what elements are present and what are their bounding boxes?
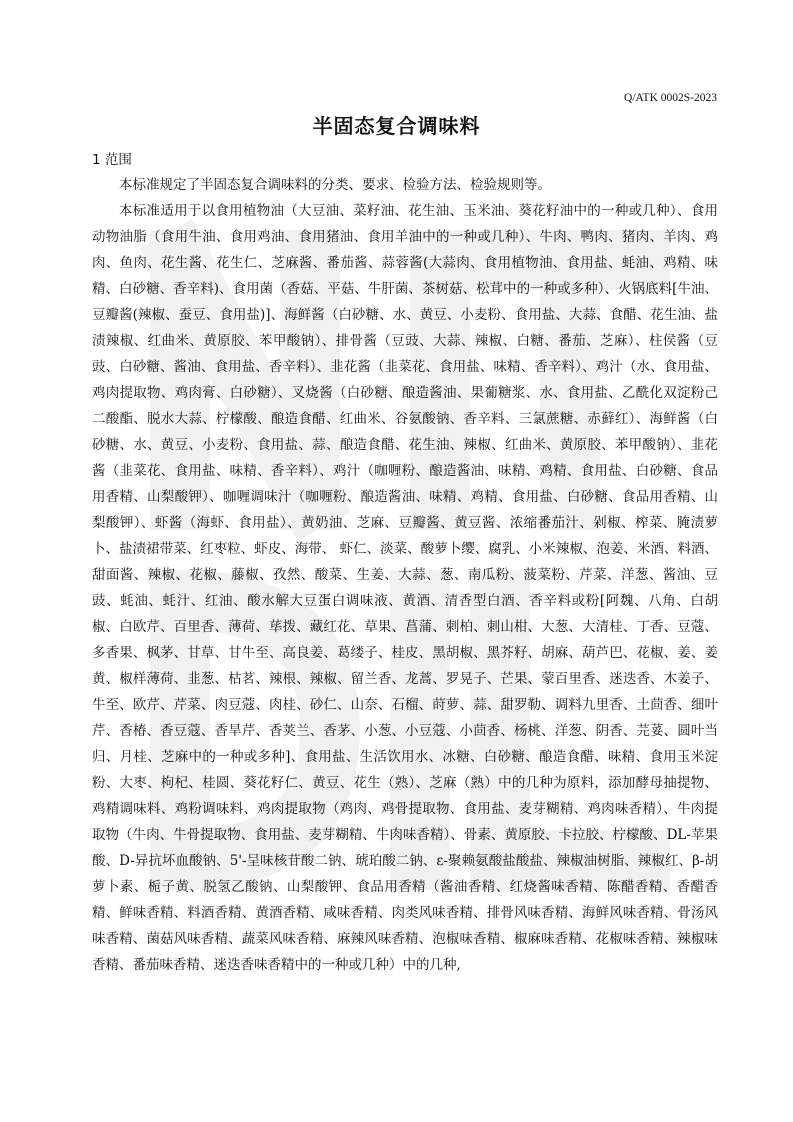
- document-code: Q/ATK 0002S-2023: [624, 92, 717, 104]
- paragraph-scope-ingredients: 本标准适用于以食用植物油（大豆油、菜籽油、花生油、玉米油、葵花籽油中的一种或几种）、食用动物油脂（食用牛油、食用鸡油、食用猪油、食用羊油中的一种或几种）、牛肉、鸭肉、猪肉、羊肉、鸡肉、鱼肉、花生酱、花生仁、芝麻酱、番茄酱、蒜蓉酱(大蒜肉、食用植物油、食用盐、蚝油、鸡精、味精、白砂糖、香辛料)、食用菌（香菇、平菇、牛肝菌、茶树菇、松茸中的一种或多种）、火锅底料[牛油、豆瓣酱(辣椒、蚕豆、食用盐)]、海鲜酱（白砂糖、水、黄豆、小麦粉、食用盐、大蒜、食醋、花生油、盐渍辣椒、红曲米、黄原胶、苯甲酸钠）、排骨酱（豆豉、大蒜、辣椒、白糖、番茄、芝麻）、柱侯酱（豆豉、白砂糖、酱油、食用盐、香辛料）、韭花酱（韭菜花、食用盐、味精、香辛料）、鸡汁（水、食用盐、鸡肉提取物、鸡肉膏、白砂糖）、叉烧酱（白砂糖、酿造酱油、果葡糖浆、水、食用盐、乙酰化双淀粉己二酸酯、脱水大蒜、柠檬酸、酿造食醋、红曲米、谷氨酸钠、香辛料、三氯蔗糖、赤藓红）、海鲜酱（白砂糖、水、黄豆、小麦粉、食用盐、蒜、酿造食醋、花生油、辣椒、红曲米、黄原胶、苯甲酸钠）、韭花酱（韭菜花、食用盐、味精、香辛料）、鸡汁（咖喱粉、酿造酱油、味精、鸡精、食用盐、白砂糖、食品用香精、山梨酸钾）、咖喱调味汁（咖喱粉、酿造酱油、味精、鸡精、食用盐、白砂糖、食品用香精、山梨酸钾）、虾酱（海虾、食用盐）、黄奶油、芝麻、豆瓣酱、黄豆酱、浓缩番茄汁、剁椒、榨菜、腌渍萝卜、盐渍裙带菜、红枣粒、虾皮、海带、 虾仁、淡菜、酸萝卜缨、腐乳、小米辣椒、泡姜、米酒、料酒、甜面酱、辣椒、花椒、藤椒、孜然、酸菜、生姜、大蒜、葱、南瓜粉、菠菜粉、芹菜、洋葱、酱油、豆豉、蚝油、蚝汁、红油、酸水解大豆蛋白调味液、黄酒、清香型白酒、香辛料或粉[阿魏、八角、白胡椒、白欧芹、百里香、薄荷、荜拨、藏红花、草果、菖蒲、刺柏、刺山柑、大葱、大清桂、丁香、豆蔻、多香果、枫茅、甘草、甘牛至、高良姜、葛缕子、桂皮、黑胡椒、黑芥籽、胡麻、葫芦巴、花椒、姜、姜黄、椒样薄荷、韭葱、枯茗、辣根、辣椒、留兰香、龙蒿、罗晃子、芒果、蒙百里香、迷迭香、木姜子、牛至、欧芹、芹菜、肉豆蔻、肉桂、砂仁、山奈、石榴、莳萝、蒜、甜罗勒、调料九里香、土茴香、细叶芹、香椿、香豆蔻、香旱芹、香荚兰、香茅、小葱、小豆蔻、小茴香、杨桃、洋葱、阴香、芫荽、圆叶当归、月桂、芝麻中的一种或多种]、食用盐、生活饮用水、冰糖、白砂糖、酿造食醋、味精、食用玉米淀粉、大枣、枸杞、桂圆、葵花籽仁、黄豆、花生（熟）、芝麻（熟）中的几种为原料，添加酵母抽提物、鸡精调味料、鸡粉调味料、鸡肉提取物（鸡肉、鸡骨提取物、食用盐、麦芽糊精、鸡肉味香精）、牛肉提取物（牛肉、牛骨提取物、食用盐、麦芽糊精、牛肉味香精）、骨素、黄原胶、卡拉胶、柠檬酸、DL-苹果酸、D-异抗坏血酸钠、5'-呈味核苷酸二钠、琥珀酸二钠、ε-聚赖氨酸盐酸盐、辣椒油树脂、辣椒红、β-胡萝卜素、栀子黄、脱氢乙酸钠、山梨酸钾、食品用香精（酱油香精、红烧酱味香精、陈醋香精、香醋香精、鲜味香精、料酒香精、黄酒香精、咸味香精、肉类风味香精、排骨风味香精、海鲜风味香精、骨汤风味香精、菌菇风味香精、蔬菜风味香精、麻辣风味香精、泡椒味香精、椒麻味香精、花椒味香精、辣椒味香精、番茄味香精、迷迭香味香精中的一种或几种）中的几种,: [92, 203, 718, 973]
- document-title: 半固态复合调味料: [312, 114, 481, 138]
- paragraph-scope-summary: 本标准规定了半固态复合调味料的分类、要求、检验方法、检验规则等。: [119, 177, 551, 193]
- section-heading-scope: 1 范围: [92, 152, 132, 168]
